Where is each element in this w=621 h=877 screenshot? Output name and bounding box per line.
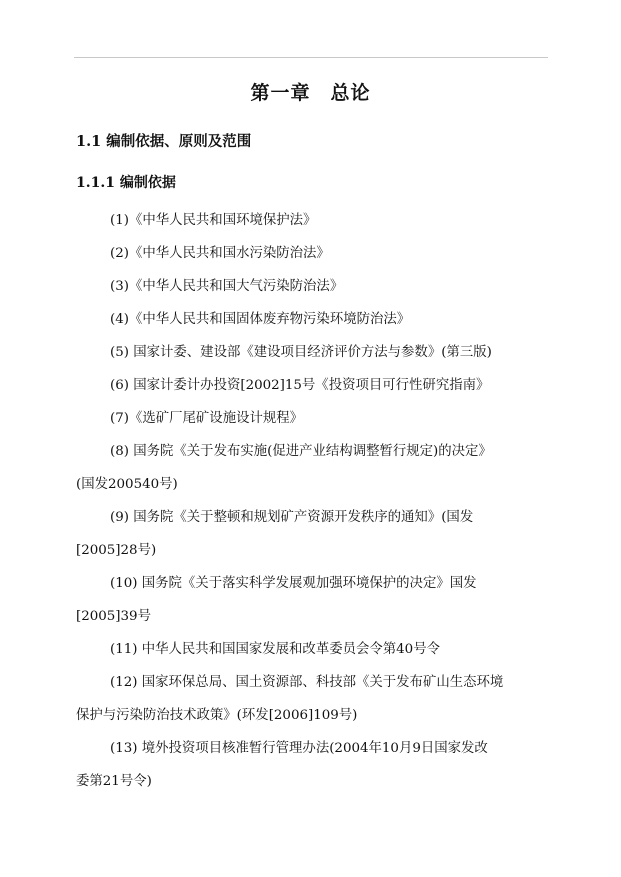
subsection-heading: 1.1.1 编制依据	[76, 175, 176, 191]
list-item	[76, 732, 548, 798]
list-item-text: (9) 国务院《关于整顿和规划矿产资源开发秩序的通知》(国发	[110, 510, 474, 525]
list-item-text: (6) 国家计委计办投资[2002]15号《投资项目可行性研究指南》	[110, 378, 490, 393]
list-item	[76, 435, 548, 501]
list-item-text: (1)《中华人民共和国环境保护法》	[110, 213, 317, 228]
header-rule	[74, 57, 548, 58]
list-item	[76, 633, 548, 666]
list-item-continuation: [2005]28号)	[76, 543, 157, 558]
list-item	[76, 270, 548, 303]
list-item-continuation: 委第21号令)	[76, 774, 152, 789]
list-item	[76, 402, 548, 435]
list-item	[76, 237, 548, 270]
list-item-text: (11) 中华人民共和国国家发展和改革委员会令第40号令	[110, 642, 440, 657]
list-item	[76, 501, 548, 567]
list-item-text: (12) 国家环保总局、国土资源部、科技部《关于发布矿山生态环境	[110, 675, 504, 690]
list-item	[76, 303, 548, 336]
list-item-continuation: 保护与污染防治技术政策》(环发[2006]109号)	[76, 708, 358, 723]
list-item	[76, 666, 548, 732]
list-item-text: (8) 国务院《关于发布实施(促进产业结构调整暂行规定)的决定》	[110, 444, 492, 459]
list-item-continuation: (国发200540号)	[76, 477, 178, 492]
chapter-title: 第一章 总论	[250, 82, 371, 104]
list-item-text: (10) 国务院《关于落实科学发展观加强环境保护的决定》国发	[110, 576, 477, 591]
list-item-text: (7)《选矿厂尾矿设施设计规程》	[110, 411, 304, 426]
list-item-continuation: [2005]39号	[76, 609, 151, 624]
basis-list	[76, 204, 548, 798]
section-heading: 1.1 编制依据、原则及范围	[76, 133, 252, 150]
list-item	[76, 336, 548, 369]
list-item-text: (2)《中华人民共和国水污染防治法》	[110, 246, 330, 261]
list-item-text: (5) 国家计委、建设部《建设项目经济评价方法与参数》(第三版)	[110, 345, 492, 360]
list-item-text: (13) 境外投资项目核准暂行管理办法(2004年10月9日国家发改	[110, 741, 488, 756]
list-item	[76, 369, 548, 402]
list-item	[76, 567, 548, 633]
list-item-text: (4)《中华人民共和国固体废弃物污染环境防治法》	[110, 312, 411, 327]
list-item	[76, 204, 548, 237]
list-item-text: (3)《中华人民共和国大气污染防治法》	[110, 279, 344, 294]
